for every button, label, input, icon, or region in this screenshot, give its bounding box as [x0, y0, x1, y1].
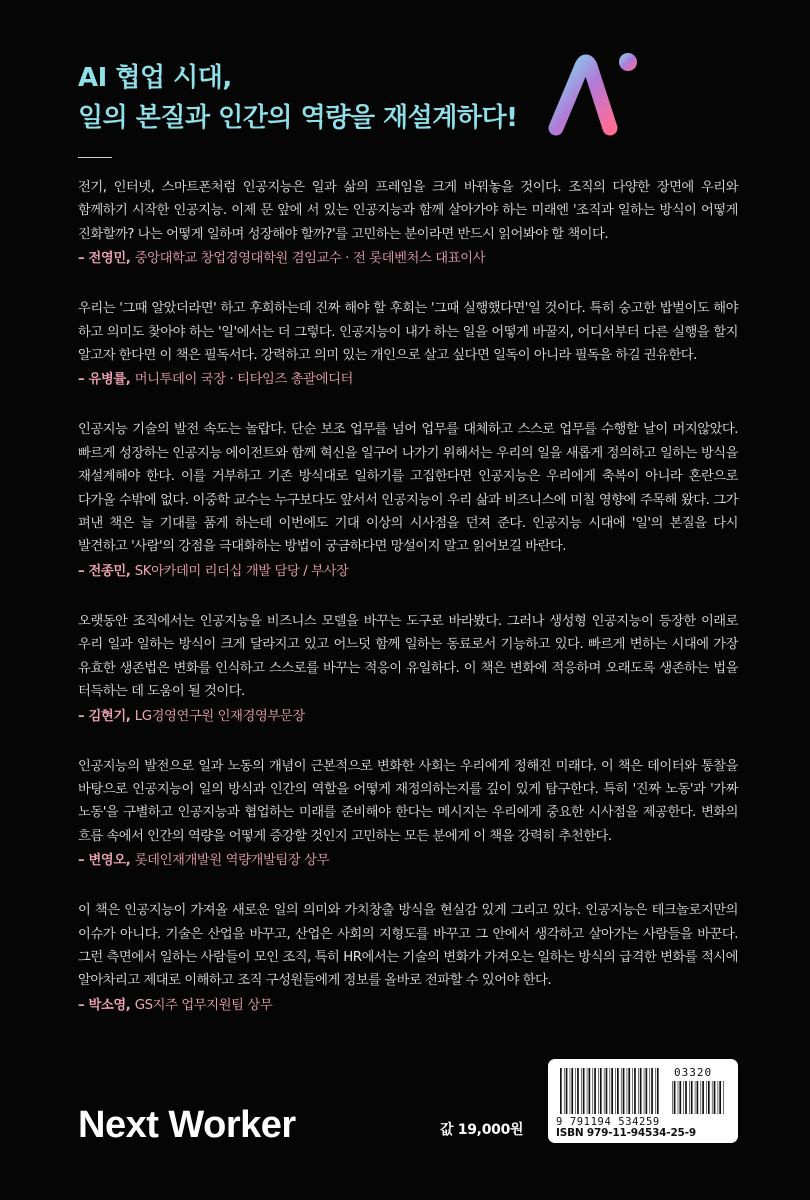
barcode-bar — [702, 1081, 704, 1114]
review-signature — [78, 561, 738, 583]
barcode-bar — [575, 1068, 576, 1114]
barcode-bar — [672, 1081, 673, 1114]
isbn-number: ISBN 979-11-94534-25-9 — [556, 1127, 696, 1139]
headline-line-1: AI 협업 시대, — [78, 63, 232, 93]
review-text: 우리는 '그때 알았더라면' 하고 후회하는데 진짜 해야 할 후회는 '그때 실행했다면'일 것이다. 특히 숭고한 밥벌이도 해야 하고 의미도 찾아야 하는 '일'에서는 더 그렇다. 인공지능이 내가 하는 일을 어떻게 바꿀지, 어디서부터 다른 실행을 할지 알고자 한다면 이 책은 필독서다. 강력하고 의미 있는 개인으로 살고 싶다면 일독이 아니라 필독을 하길 권유한다. — [78, 301, 738, 364]
review-item — [78, 755, 738, 873]
barcode-ean-number: 9 791194 534259 — [556, 1116, 660, 1128]
barcode-bar — [714, 1081, 716, 1114]
reviewer-name: – 변영오, — [78, 853, 131, 869]
barcode-bar — [723, 1081, 724, 1114]
barcode-bar — [674, 1081, 676, 1114]
reviewer-role: SK아카데미 리더십 개발 담당 / 부사장 — [134, 563, 349, 579]
barcode-bar — [685, 1081, 687, 1114]
barcode-bar — [571, 1068, 573, 1114]
barcode-bar — [606, 1068, 608, 1114]
reviewer-name: – 박소영, — [78, 997, 131, 1013]
reviewer-name: – 전영민, — [78, 251, 131, 267]
barcode-bar — [627, 1068, 628, 1114]
reviewer-name: – 전종민, — [78, 563, 131, 579]
review-signature — [78, 850, 738, 872]
review-signature — [78, 369, 738, 391]
review-signature — [78, 706, 738, 728]
barcode-bar — [657, 1068, 659, 1114]
barcode-bar — [617, 1068, 619, 1114]
barcode-bar — [649, 1068, 650, 1114]
review-text: 이 책은 인공지능이 가져올 새로운 일의 의미와 가치창출 방식을 현실감 있게 그리고 있다. 인공지능은 테크놀로지만의 이슈가 아니다. 기술은 산업을 바꾸고, 산업은 사회의 지형도를 바꾸고 그 안에서 생각하고 살아가는 사람들을 바꾼다. 그런 측면에서 일하는 사람들이 모인 조직, 특히 HR에서는 기술의 변화가 가져오는 일하는 방식의 급격한 변화를 적시에 알아차리고 제대로 이해하고 조직 구성원들에게 정보를 올바로 전파할 수 있어야 한다. — [78, 903, 738, 989]
barcode-bar — [628, 1068, 630, 1114]
barcode-bar — [566, 1068, 568, 1114]
review-signature — [78, 995, 738, 1017]
barcode-addon-bars — [672, 1081, 724, 1114]
barcode-bar — [598, 1068, 599, 1114]
barcode-bar — [577, 1068, 579, 1114]
headline-line-2: 일의 본질과 인간의 역량을 재설계하다! — [78, 103, 518, 133]
barcode-bar — [592, 1068, 593, 1114]
barcode-bar — [701, 1081, 702, 1114]
review-item — [78, 610, 738, 728]
barcode-bar — [651, 1068, 653, 1114]
barcode-bar — [632, 1068, 633, 1114]
barcode-bar — [706, 1081, 707, 1114]
barcode-bar — [697, 1081, 699, 1114]
price-label: 값 19,000원 — [440, 1122, 524, 1138]
reviewer-role: 머니투데이 국장 · 티타임즈 총괄에디터 — [134, 372, 353, 388]
reviews-list — [78, 176, 738, 1044]
review-item — [78, 418, 738, 582]
barcode-bar — [708, 1081, 710, 1114]
review-item — [78, 176, 738, 270]
barcode-bars — [560, 1068, 660, 1114]
reviewer-name: – 유병률, — [78, 372, 131, 388]
barcode-bar — [581, 1068, 582, 1114]
barcode-bar — [623, 1068, 625, 1114]
brand-title: Next Worker — [78, 1104, 296, 1146]
barcode-bar — [691, 1081, 693, 1114]
barcode-bar — [615, 1068, 616, 1114]
review-text: 인공지능 기술의 발전 속도는 놀랍다. 단순 보조 업무를 넘어 업무를 대체하고 스스로 업무를 수행할 날이 머지않았다. 빠르게 성장하는 인공지능 에이전트와 함께 혁신을 일구어 나가기 위해서는 우리의 일을 새롭게 정의하고 일하는 방식을 재설계해야 한다. 이를 거부하고 기존 방식대로 일하기를 고집한다면 인공지능은 우리에게 축복이 아니라 혼란으로 다가올 수밖에 없다. 이중학 교수는 누구보다도 앞서서 인공지능이 우리 삶과 비즈니스에 미칠 영향에 주목해 왔다. 그가 펴낸 책은 늘 기대를 품게 하는데 이번에도 기대 이상의 시사점을 던져 준다. 인공지능 시대에 '일'의 본질을 다시 발견하고 '사람'의 강점을 극대화하는 방법이 궁금하다면 망설이지 말고 읽어보길 바란다. — [78, 422, 738, 555]
barcode-bar — [634, 1068, 636, 1114]
barcode-bar — [587, 1068, 588, 1114]
barcode-bar — [695, 1081, 696, 1114]
ai-logo-icon — [548, 46, 640, 138]
barcode-bar — [589, 1068, 591, 1114]
review-text: 오랫동안 조직에서는 인공지능을 비즈니스 모델을 바꾸는 도구로 바라봤다. 그러나 생성형 인공지능이 등장한 이래로 우리 일과 일하는 방식이 크게 달라지고 있고 어느덧 함께 일하는 동료로서 기능하고 있다. 빠르게 변하는 시대에 가장 유효한 생존법은 변화를 인식하고 스스로를 바꾸는 적응이 유일하다. 이 책은 변화에 적응하며 오래도록 생존하는 법을 터득하는 데 도움이 될 것이다. — [78, 613, 738, 700]
reviewer-role: 롯데인재개발원 역량개발팀장 상무 — [134, 853, 330, 869]
barcode-bar — [644, 1068, 645, 1114]
reviewer-name: – 김현기, — [78, 708, 131, 724]
review-text: 전기, 인터넷, 스마트폰처럼 인공지능은 일과 삶의 프레임을 크게 바꿔놓을 것이다. 조직의 다양한 장면에 우리와 함께하기 시작한 인공지능. 이제 문 앞에 서 있는 인공지능과 함께 살아가야 하는 미래엔 '조직과 일하는 방식이 어떻게 진화할까? 나는 어떻게 일하며 성장해야 할까?'를 고민하는 분이라면 반드시 읽어봐야 할 책이다. — [78, 180, 738, 242]
review-item — [78, 899, 738, 1017]
review-text: 인공지능의 발전으로 일과 노동의 개념이 근본적으로 변화한 사회는 우리에게 정해진 미래다. 이 책은 데이터와 통찰을 바탕으로 인공지능이 일의 방식과 인간의 역할을 어떻게 재정의하는지를 깊이 있게 탐구한다. 특히 '진짜 노동'과 '가짜 노동'을 구별하고 인공지능과 협업하는 미래를 준비해야 한다는 메시지는 우리에게 중요한 시사점을 제공한다. 변화의 흐름 속에서 인간의 역량을 어떻게 증강할 것인지 고민하는 모든 분에게 이 책을 강력히 추천한다. — [78, 758, 738, 844]
barcode-bar — [655, 1068, 656, 1114]
barcode-bar — [638, 1068, 639, 1114]
barcode-addon-code: 03320 — [674, 1066, 713, 1079]
headline — [78, 58, 548, 138]
barcode-bar — [678, 1081, 679, 1114]
review-signature — [78, 248, 738, 270]
barcode-bar — [583, 1068, 585, 1114]
barcode-bar — [600, 1068, 602, 1114]
barcode-bar — [646, 1068, 648, 1114]
barcode-bar — [640, 1068, 642, 1114]
barcode-bar — [611, 1068, 613, 1114]
reviewer-role: GS지주 업무지원팀 상무 — [134, 997, 273, 1013]
barcode-bar — [560, 1068, 562, 1114]
barcode-bar — [621, 1068, 622, 1114]
barcode-bar — [570, 1068, 571, 1114]
reviewer-role: LG경영연구원 인재경영부문장 — [134, 708, 305, 724]
barcode-bar — [679, 1081, 681, 1114]
reviewer-role: 중앙대학교 창업경영대학원 겸임교수 · 전 롯데벤처스 대표이사 — [134, 251, 486, 267]
isbn-barcode — [548, 1059, 738, 1143]
barcode-bar — [718, 1081, 719, 1114]
barcode-bar — [564, 1068, 565, 1114]
barcode-bar — [683, 1081, 684, 1114]
barcode-bar — [712, 1081, 713, 1114]
barcode-bar — [604, 1068, 605, 1114]
barcode-bar — [610, 1068, 611, 1114]
barcode-bar — [594, 1068, 596, 1114]
barcode-bar — [719, 1081, 721, 1114]
divider — [78, 157, 112, 158]
review-item — [78, 297, 738, 391]
barcode-bar — [689, 1081, 690, 1114]
